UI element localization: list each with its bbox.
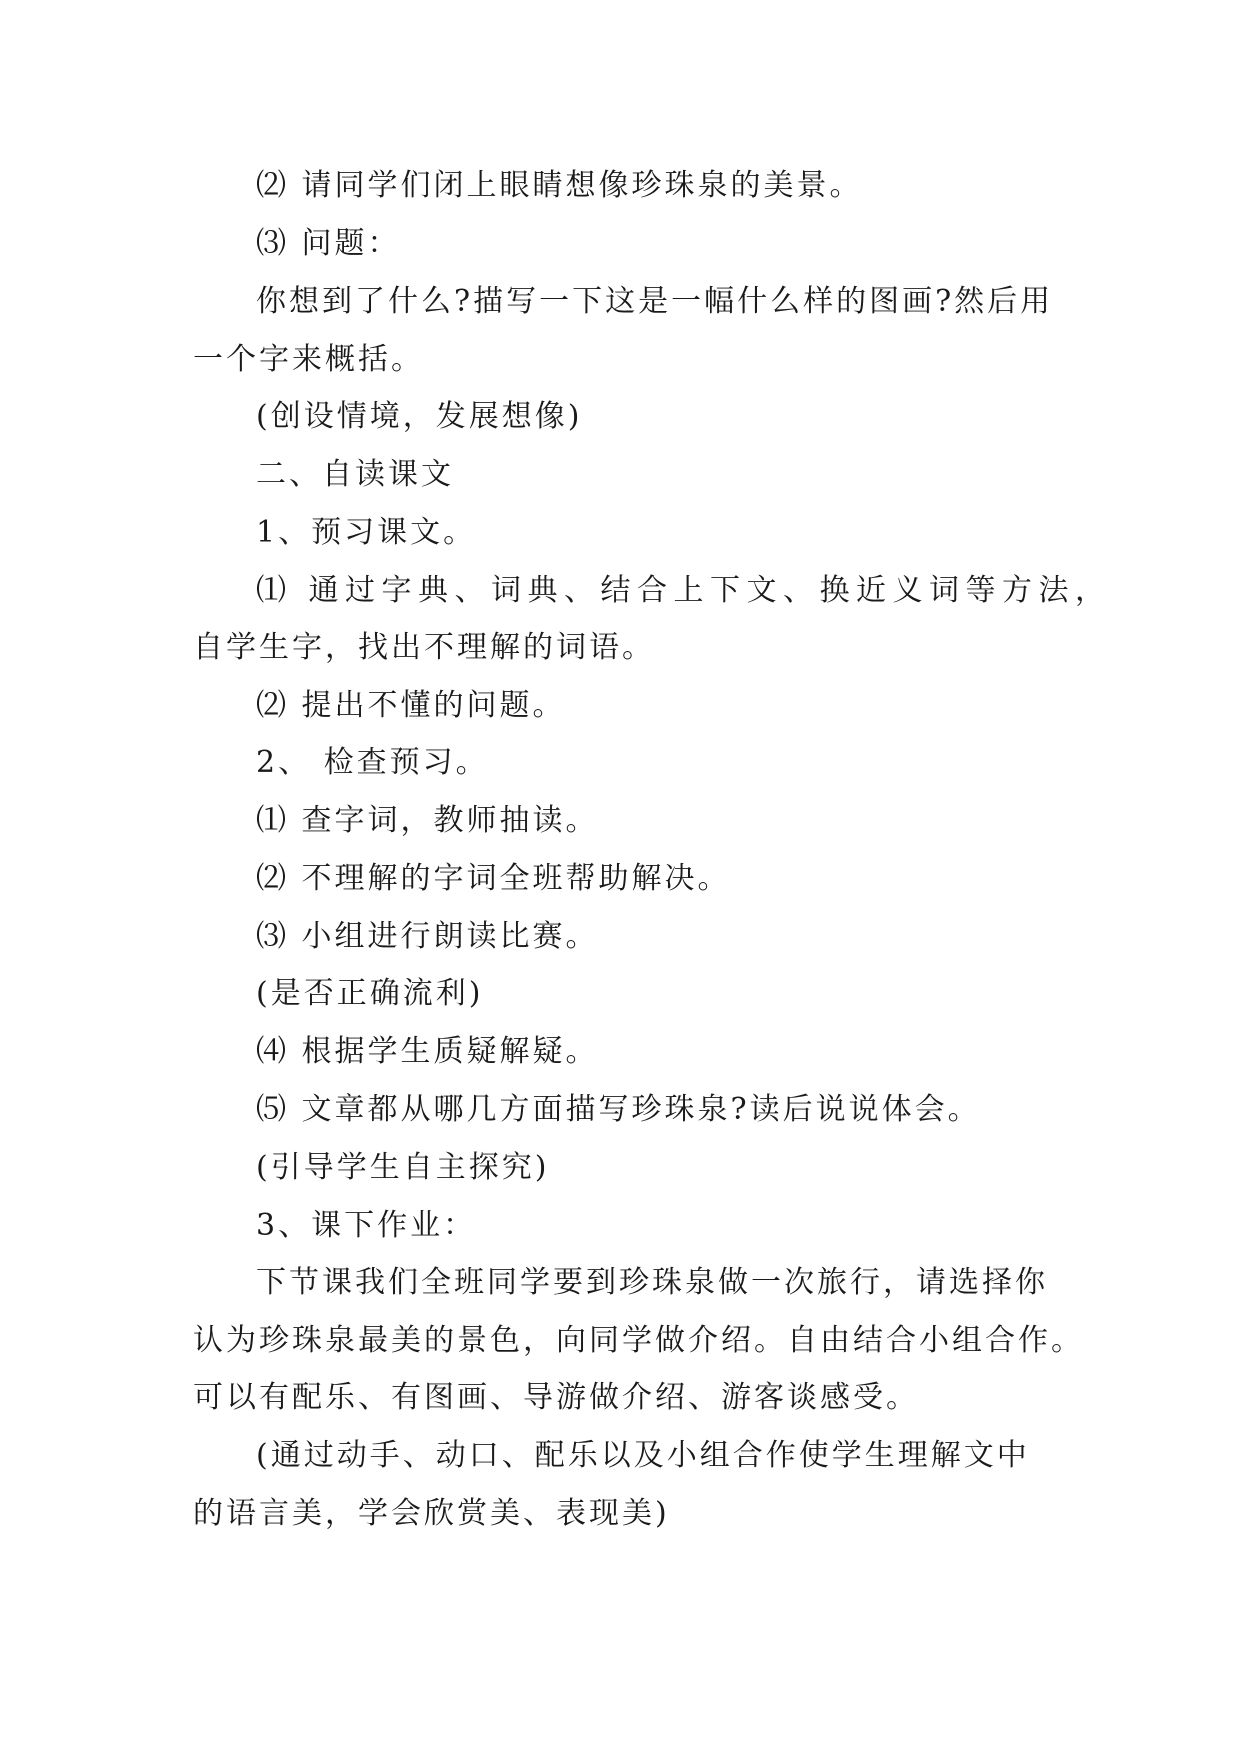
text-line: 可以有配乐、有图画、导游做介绍、游客谈感受。 — [193, 1380, 919, 1415]
text-line: ⑴ 通过字典、词典、结合上下文、换近义词等方法， — [256, 573, 1112, 608]
text-line: 3、课下作业： — [256, 1208, 477, 1243]
text-line: ⑵ 请同学们闭上眼睛想像珍珠泉的美景。 — [256, 168, 863, 203]
text-line: (创设情境，发展想像) — [256, 399, 583, 434]
text-line: ⑸ 文章都从哪几方面描写珍珠泉?读后说说体会。 — [256, 1092, 981, 1127]
text-line: 2、 检查预习。 — [256, 745, 489, 780]
text-line: 的语言美，学会欣赏美、表现美) — [193, 1496, 670, 1531]
section-heading: 二、自读课文 — [256, 457, 454, 492]
text-line: 认为珍珠泉最美的景色，向同学做介绍。自由结合小组合作。 — [193, 1323, 1084, 1358]
text-line: ⑶ 小组进行朗读比赛。 — [256, 919, 599, 954]
text-line: 自学生字，找出不理解的词语。 — [193, 630, 655, 665]
text-line: ⑵ 不理解的字词全班帮助解决。 — [256, 861, 731, 896]
text-line: ⑵ 提出不懂的问题。 — [256, 688, 566, 723]
text-line: 下节课我们全班同学要到珍珠泉做一次旅行，请选择你 — [256, 1265, 1048, 1300]
text-line: ⑶ 问题： — [256, 226, 401, 261]
text-line: 1、预习课文。 — [256, 515, 477, 550]
text-line: 你想到了什么?描写一下这是一幅什么样的图画?然后用 — [256, 284, 1054, 319]
text-line: (是否正确流利) — [256, 976, 484, 1011]
text-line: (通过动手、动口、配乐以及小组合作使学生理解文中 — [256, 1438, 1030, 1473]
text-line: ⑴ 查字词，教师抽读。 — [256, 803, 599, 838]
text-line: (引导学生自主探究) — [256, 1150, 550, 1185]
text-line: 一个字来概括。 — [193, 342, 424, 377]
text-line: ⑷ 根据学生质疑解疑。 — [256, 1034, 599, 1069]
